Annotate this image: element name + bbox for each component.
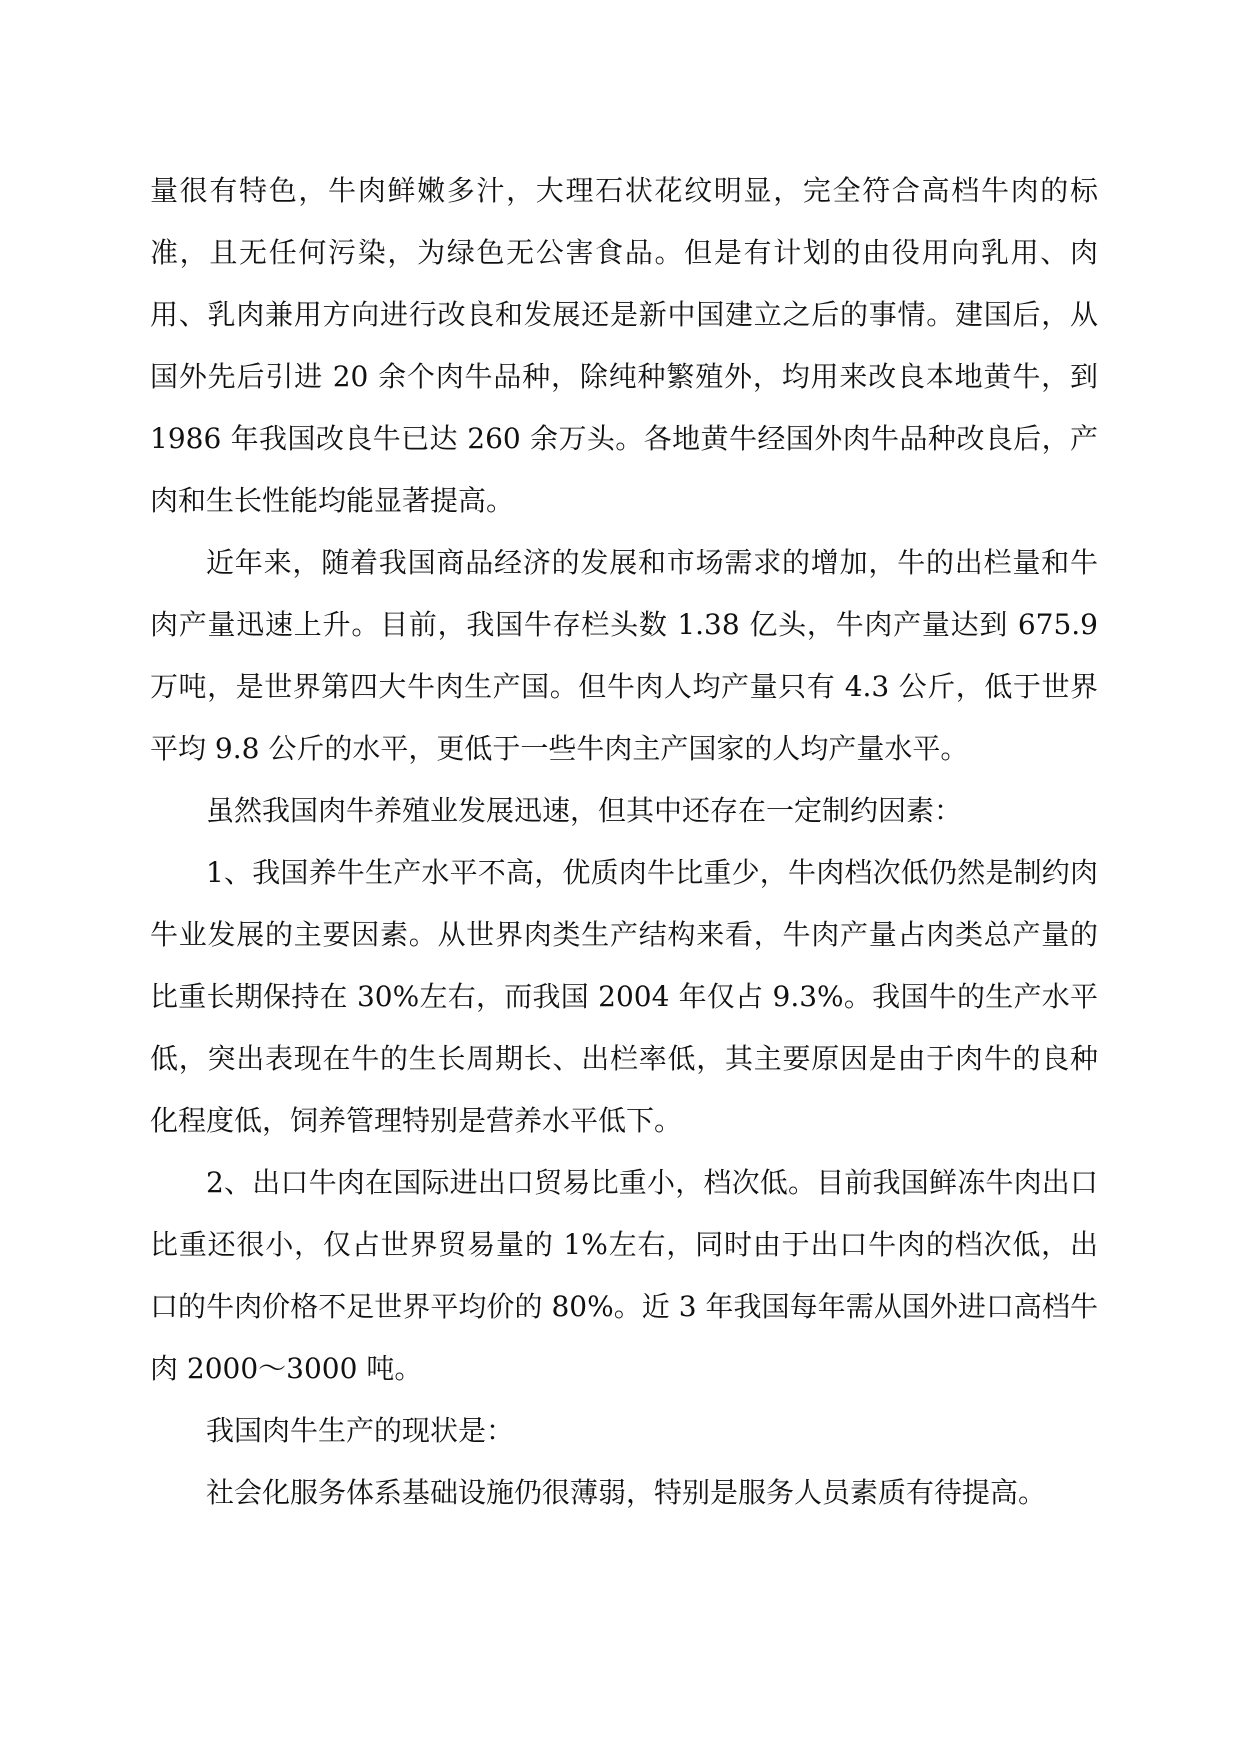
paragraph-3: 虽然我国肉牛养殖业发展迅速，但其中还存在一定制约因素： <box>206 794 963 827</box>
paragraph-6: 我国肉牛生产的现状是： <box>206 1414 515 1447</box>
paragraph-2: 近年来，随着我国商品经济的发展和市场需求的增加，牛的出栏量和牛肉产量迅速上升。目前，我国牛存栏头数 1.38 亿头，牛肉产量达到 675.9 万吨，是世界第四大牛肉生产国。但牛肉人均产量只有 4.3 公斤，低于世界平均 9.8 公斤的水平，更低于一些牛肉主产国家的人均产量水平。 <box>150 546 1098 765</box>
paragraph-7: 社会化服务体系基础设施仍很薄弱，特别是服务人员素质有待提高。 <box>206 1476 1047 1509</box>
paragraph-5: 2、出口牛肉在国际进出口贸易比重小，档次低。目前我国鲜冻牛肉出口比重还很小，仅占世界贸易量的 1%左右，同时由于出口牛肉的档次低，出口的牛肉价格不足世界平均价的 80%。近 3 年我国每年需从国外进口高档牛肉 2000～3000 吨。 <box>150 1166 1098 1385</box>
paragraph-4: 1、我国养牛生产水平不高，优质肉牛比重少，牛肉档次低仍然是制约肉牛业发展的主要因素。从世界肉类生产结构来看，牛肉产量占肉类总产量的比重长期保持在 30%左右，而我国 2004 年仅占 9.3%。我国牛的生产水平低，突出表现在牛的生长周期长、出栏率低，其主要原因是由于肉牛的良种化程度低，饲养管理特别是营养水平低下。 <box>150 856 1098 1137</box>
document-page <box>150 160 1098 1524</box>
paragraph-1: 量很有特色，牛肉鲜嫩多汁，大理石状花纹明显，完全符合高档牛肉的标准，且无任何污染，为绿色无公害食品。但是有计划的由役用向乳用、肉用、乳肉兼用方向进行改良和发展还是新中国建立之后的事情。建国后，从国外先后引进 20 余个肉牛品种，除纯种繁殖外，均用来改良本地黄牛，到 1986 年我国改良牛已达 260 余万头。各地黄牛经国外肉牛品种改良后，产肉和生长性能均能显著提高。 <box>150 174 1098 517</box>
